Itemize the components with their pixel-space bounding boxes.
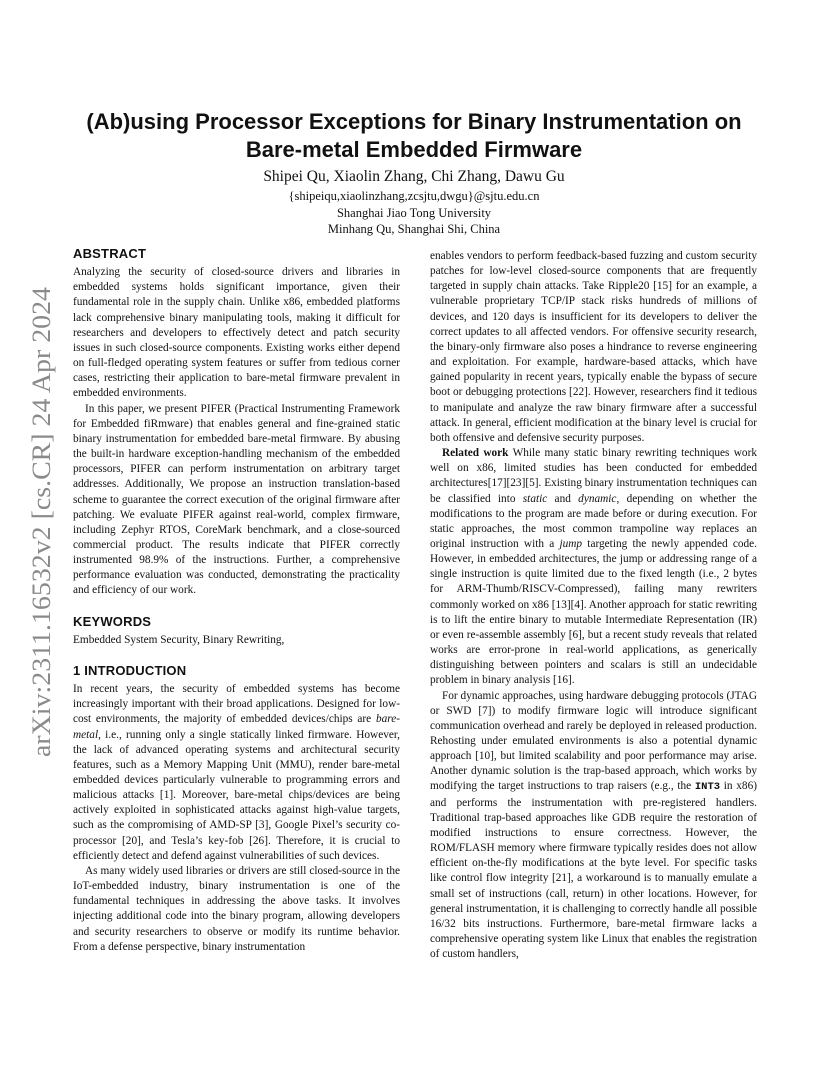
dynamic-approaches-paragraph: For dynamic approaches, using hardware debugging protocols (JTAG or SWD [7]) to modify firmware logic will introduce significant communication overhead and rarely be deployed in released production. Rehosting under emulated environments is also a potential dynamic approach [10], but limited scalability and poor performance may arise. Another dynamic solution is the trap-based approach, which works by modifying the target instructions to trap raisers (e.g., the INT3 in x86) and performs the instrumentation with pre-registered handlers. Traditional trap-based approaches like GDB require the restoration of modified instructions to ensure correctness. However, the ROM/FLASH memory where firmware typically resides does not allow efficient on-the-fly modifications at the byte level. For specific tasks like control flow integrity [21], a workaround is to manually emulate a small set of instructions (call, return) in other locations. However, for general instrumentation, it is challenging to correctly handle all possible 16/32 bits instructions. Furthermore, bare-metal firmware lacks a comprehensive operating system like Linux that enables the registration of custom handlers, [430,689,757,961]
int3-code: INT3 [694,781,721,794]
location: Minhang Qu, Shanghai Shi, China [327,222,501,236]
arxiv-identifier: arXiv:2311.16532v2 [cs.CR] 24 Apr 2024 [27,318,56,757]
author-list: Shipei Qu, Xiaolin Zhang, Chi Zhang, Dawu Gu [263,168,565,185]
related-work-runin: Related work [442,447,509,460]
keywords-text: Embedded System Security, Binary Rewriting, [73,633,285,646]
intro-paragraph-1: In recent years, the security of embedded systems has become increasingly important with their broad applications. Designed for low-cost environments, the majority of embedded devices/chips are bare-metal, i.e., running only a single statically linked firmware. However, the lack of advanced operating systems and architectural security features, such as a Memory Mapping Unit (MMU), render bare-metal embedded devices particularly vulnerable to programming errors and malicious attacks [1]. Moreover, bare-metal chips/devices are being actively exploited in sophisticated attacks against high-value targets, such as the compromising of AMD-SP [3], Google Pixel’s security co-processor [20], and Tesla’s key-fob [26]. Therefore, it is crucial to efficiently detect and defend against vulnerabilities of such devices. [73,683,400,862]
arxiv-watermark [20,287,60,757]
keywords-heading: KEYWORDS [73,613,152,629]
affiliation: Shanghai Jiao Tong University [336,206,492,220]
intro-paragraph-2: As many widely used libraries or drivers are still closed-source in the IoT-embedded industry, binary instrumentation is one of the fundamental techniques in addressing the above tasks. It involves injecting additional code into the binary program, allowing developers and security researchers to observe or modify its runtime behavior. From a defense perspective, binary instrumentation [73,864,400,953]
right-column [430,249,757,962]
abstract-heading: ABSTRACT [73,246,147,261]
title-line-2: Bare-metal Embedded Firmware [245,137,583,162]
abstract-paragraph-2: In this paper, we present PIFER (Practical Instrumenting Framework for Embedded fiRmware) that enables general and fine-grained static binary instrumentation for embedded bare-metal firmware. By abusing the built-in hardware exception-handling mechanism of the embedded processors, PIFER can perform instrumentation on arbitrary target addresses. Additionally, We propose an instruction translation-based scheme to guarantee the correct execution of the original firmware after patching. We evaluate PIFER against real-world, complex firmware, including Zephyr RTOS, CoreMark benchmark, and a close-sourced commercial product. The results indicate that PIFER correctly instrumented 98.9% of the instructions. Further, a comprehensive performance evaluation was conducted, demonstrating the practicality and efficiency of our work. [73,402,400,597]
author-email: {shipeiqu,xiaolinzhang,zcsjtu,dwgu}@sjtu.edu.cn [288,189,540,203]
intro-paragraph-3: enables vendors to perform feedback-based fuzzing and custom security patches for low-level closed-source components that are frequently targeted in supply chain attacks. Take Ripple20 [15] for an example, a vulnerable proprietary TCP/IP stack risks hundreds of millions of devices, and 120 days is insufficient for its developers to deliver the correct updates to all affected vendors. For offensive security research, the binary-only firmware also poses a hindrance to reverse engineering and exploitation. For example, hardware-based attacks, which have gained popularity in recent years, typically enable the bypass of secure boot or debugging protections [22]. However, researchers find it tedious to manipulate and analyze the raw binary firmware after a successful attack. In general, efficient modification at the binary level is crucial for both offensive and defensive security purposes. [430,250,757,444]
title-line-1: (Ab)using Processor Exceptions for Binary Instrumentation on [86,109,742,134]
abstract-paragraph-1: Analyzing the security of closed-source drivers and libraries in embedded systems holds significant importance, given their fundamental role in the supply chain. Unlike x86, embedded platforms lack comprehensive binary manipulating tools, making it difficult for researchers and developers to effectively detect and patch security issues in such closed-source components. Existing works either depend on full-fledged operating system features or suffer from tedious corner cases, restricting their application to bare-metal firmware prevalent in embedded environments. [73,266,400,400]
left-column [73,246,400,955]
related-work-paragraph: Related work While many static binary rewriting techniques work well on x86, limited studies has been conducted for embedded architectures[17][23][5]. Existing binary instrumentation techniques can be classified into static and dynamic, depending on whether the modifications to the program are made before or during execution. For static approaches, the most common trampoline way replaces an original instruction with a jump targeting the newly appended code. However, in embedded architectures, the jump or addressing range of a single instruction is quite limited due to the fixed length (i.e., 2 bytes for ARM-Thumb/RISCV-Compressed), failing many rewriters commonly worked on x86 [13][4]. Another approach for static rewriting is to lift the entire binary to mutable Intermediate Representation (IR) or even re-assemble assembly [6], but a recent study reveals that related works are error-prone in real-world applications, as generically distinguishing between pointers and scalars is still an undecidable problem in binary analysis [16]. [430,447,757,687]
introduction-heading: 1 INTRODUCTION [73,662,187,678]
paper-title [0,108,828,164]
